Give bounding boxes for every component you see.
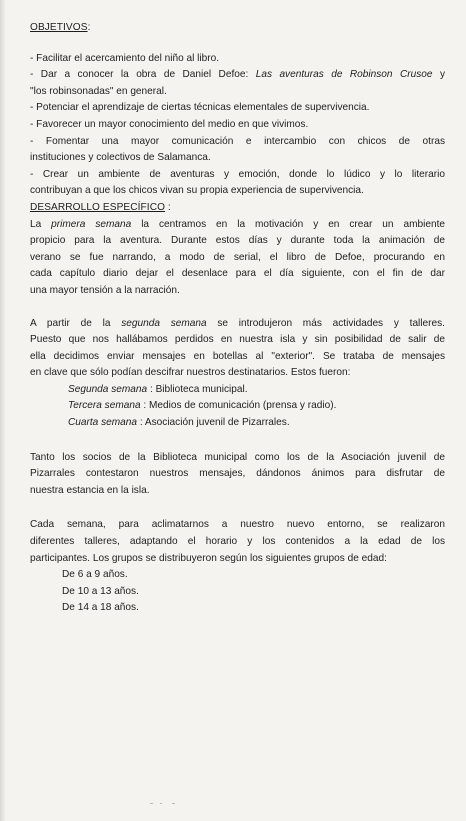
- age-group: De 14 a 18 años.: [62, 602, 139, 614]
- objective-item: - Crear un ambiente de aventuras y emoción, donde lo lúdico y lo literario: [30, 168, 445, 180]
- paragraph-line: Tanto los socios de la Biblioteca municipal como los de la Asociación juvenil de: [30, 451, 445, 463]
- paragraph-line: diferentes talleres, adaptando el horario y los contenidos a la edad de los: [30, 536, 445, 548]
- paragraph-line: cada capítulo diario dejar el desenlace para el día siguiente, con el fin de dar: [30, 268, 445, 280]
- paragraph-line: Puesto que nos hallábamos perdidos en nuestra isla y sin posibilidad de salir de: [30, 334, 445, 346]
- objective-item: - Dar a conocer la obra de Daniel Defoe: Las aventuras de Robinson Crusoe y: [30, 69, 446, 81]
- objective-item: - Facilitar el acercamiento del niño al libro.: [30, 52, 220, 64]
- scan-speck: [172, 803, 175, 804]
- objetivos-heading: OBJETIVOS:: [30, 22, 91, 33]
- week-item: Tercera semana : Medios de comunicación (prensa y radio).: [68, 400, 337, 412]
- objective-item: - Potenciar el aprendizaje de ciertas técnicas elementales de supervivencia.: [30, 102, 370, 114]
- paragraph-line: verano se fue narrando, a modo de serial, el libro de Defoe, procurando en: [30, 251, 445, 263]
- paragraph-line: nuestra estancia en la isla.: [30, 484, 150, 496]
- paragraph-line: A partir de la segunda semana se introdujeron más actividades y talleres.: [30, 317, 445, 329]
- age-group: De 6 a 9 años.: [62, 569, 128, 581]
- objective-item: - Fomentar una mayor comunicación e intercambio con chicos de otras: [30, 135, 445, 147]
- objective-item: instituciones y colectivos de Salamanca.: [30, 152, 211, 164]
- objective-item: "los robinsonadas" en general.: [30, 85, 167, 97]
- scan-speck: [150, 803, 153, 804]
- scan-speck: [160, 803, 162, 804]
- desarrollo-heading: DESARROLLO ESPECÍFICO :: [30, 201, 171, 213]
- paragraph-line: una mayor tensión a la narración.: [30, 284, 180, 296]
- paragraph-line: propicio para la aventura. Durante estos días y durante toda la animación de: [30, 235, 445, 247]
- book-title: Las aventuras de Robinson Crusoe: [255, 69, 433, 81]
- paragraph-line: Cada semana, para aclimatarnos a nuestro nuevo entorno, se realizaron: [30, 519, 445, 531]
- week-item: Segunda semana : Biblioteca municipal.: [68, 383, 248, 395]
- paragraph-line: Pizarrales contestaron nuestros mensajes, dándonos ánimos para disfrutar de: [30, 468, 445, 480]
- age-group: De 10 a 13 años.: [62, 585, 139, 597]
- week-item: Cuarta semana : Asociación juvenil de Pizarrales.: [68, 417, 290, 429]
- objective-item: - Favorecer un mayor conocimiento del medio en que vivimos.: [30, 118, 309, 130]
- paragraph-line: en clave que sólo podían descifrar nuestros destinatarios. Estos fueron:: [30, 367, 351, 379]
- objective-item: contribuyan a que los chicos vivan su propia experiencia de supervivencia.: [30, 185, 364, 197]
- scan-shadow: [0, 0, 6, 821]
- paragraph-line: La primera semana la centramos en la motivación y en crear un ambiente: [30, 218, 445, 230]
- document-body: [30, 20, 445, 617]
- paragraph-line: participantes. Los grupos se distribuyeron según los siguientes grupos de edad:: [30, 552, 387, 564]
- paragraph-line: ella decidimos enviar mensajes en botellas al "exterior". Se trataba de mensajes: [30, 350, 445, 362]
